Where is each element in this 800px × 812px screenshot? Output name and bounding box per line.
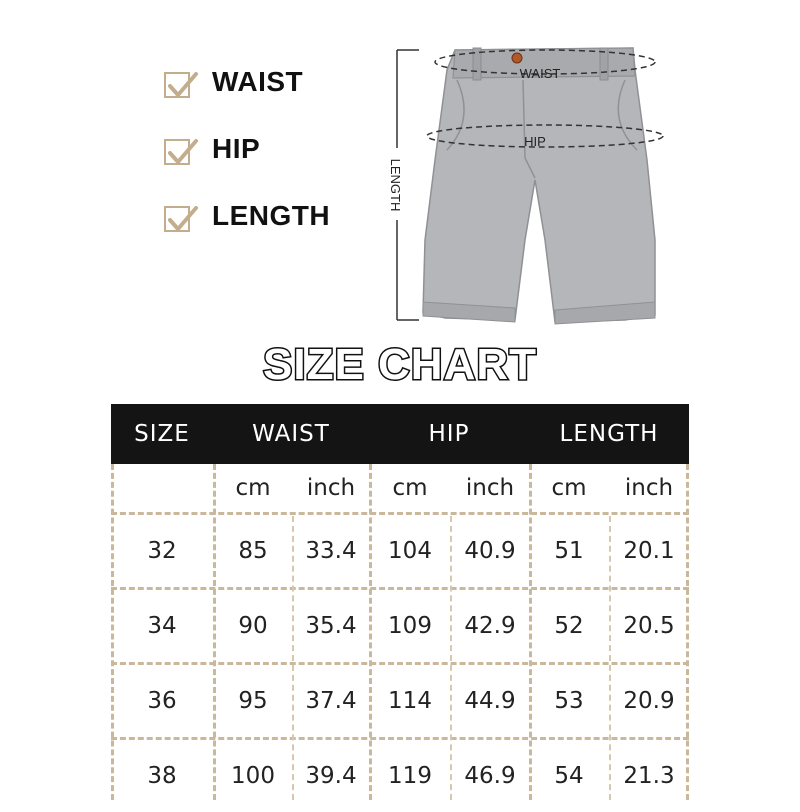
size-chart-title: SIZE CHART <box>263 340 537 389</box>
length-diagram-label: LENGTH <box>388 158 403 212</box>
check-icon <box>164 139 190 165</box>
value-cell: 114 <box>388 688 432 714</box>
value-cell: 51 <box>554 538 584 564</box>
table-row <box>111 590 689 665</box>
column-divider <box>609 516 611 800</box>
legend-label: WAIST <box>212 66 304 97</box>
units-row <box>111 464 689 515</box>
value-cell: 104 <box>388 538 432 564</box>
waist-diagram-label: WAIST <box>519 66 561 81</box>
table-row <box>111 515 689 590</box>
column-divider <box>111 464 114 800</box>
header-hip: HIP <box>428 421 470 447</box>
table-header <box>111 404 689 464</box>
value-cell: 20.5 <box>623 613 675 639</box>
legend-label: LENGTH <box>212 200 331 231</box>
header-length: LENGTH <box>559 421 659 447</box>
size-cell: 38 <box>147 763 177 789</box>
header-waist: WAIST <box>252 421 330 447</box>
legend-label: HIP <box>212 133 261 164</box>
value-cell: 35.4 <box>305 613 357 639</box>
size-cell: 34 <box>147 613 177 639</box>
table-row <box>111 740 689 812</box>
value-cell: 53 <box>554 688 584 714</box>
value-cell: 90 <box>238 613 268 639</box>
legend-item-hip <box>160 129 390 196</box>
unit-cell: inch <box>465 475 515 501</box>
table-row <box>111 665 689 740</box>
value-cell: 95 <box>238 688 268 714</box>
legend-item-waist <box>160 62 390 129</box>
value-cell: 85 <box>238 538 268 564</box>
value-cell: 119 <box>388 763 432 789</box>
value-cell: 40.9 <box>464 538 516 564</box>
column-divider <box>213 464 216 800</box>
value-cell: 33.4 <box>305 538 357 564</box>
value-cell: 54 <box>554 763 584 789</box>
column-divider <box>450 516 452 800</box>
value-cell: 100 <box>231 763 275 789</box>
header-size: SIZE <box>134 421 190 447</box>
column-divider <box>369 464 372 800</box>
unit-cell: cm <box>551 475 587 501</box>
size-cell: 32 <box>147 538 177 564</box>
shorts-measurement-diagram <box>385 40 675 330</box>
unit-cell: cm <box>235 475 271 501</box>
legend-item-length <box>160 196 390 263</box>
unit-cell: cm <box>392 475 428 501</box>
column-divider <box>292 516 294 800</box>
column-divider <box>686 464 689 800</box>
unit-cell: inch <box>306 475 356 501</box>
shorts-image <box>385 40 675 330</box>
column-divider <box>529 464 532 800</box>
check-icon <box>164 72 190 98</box>
check-icon <box>164 206 190 232</box>
value-cell: 44.9 <box>464 688 516 714</box>
value-cell: 20.9 <box>623 688 675 714</box>
value-cell: 21.3 <box>623 763 675 789</box>
value-cell: 39.4 <box>305 763 357 789</box>
hip-diagram-label: HIP <box>524 134 546 149</box>
value-cell: 109 <box>388 613 432 639</box>
value-cell: 46.9 <box>464 763 516 789</box>
measurement-legend <box>160 62 390 263</box>
value-cell: 52 <box>554 613 584 639</box>
value-cell: 37.4 <box>305 688 357 714</box>
value-cell: 42.9 <box>464 613 516 639</box>
unit-cell: inch <box>624 475 674 501</box>
value-cell: 20.1 <box>623 538 675 564</box>
size-table <box>111 404 689 812</box>
size-cell: 36 <box>147 688 177 714</box>
